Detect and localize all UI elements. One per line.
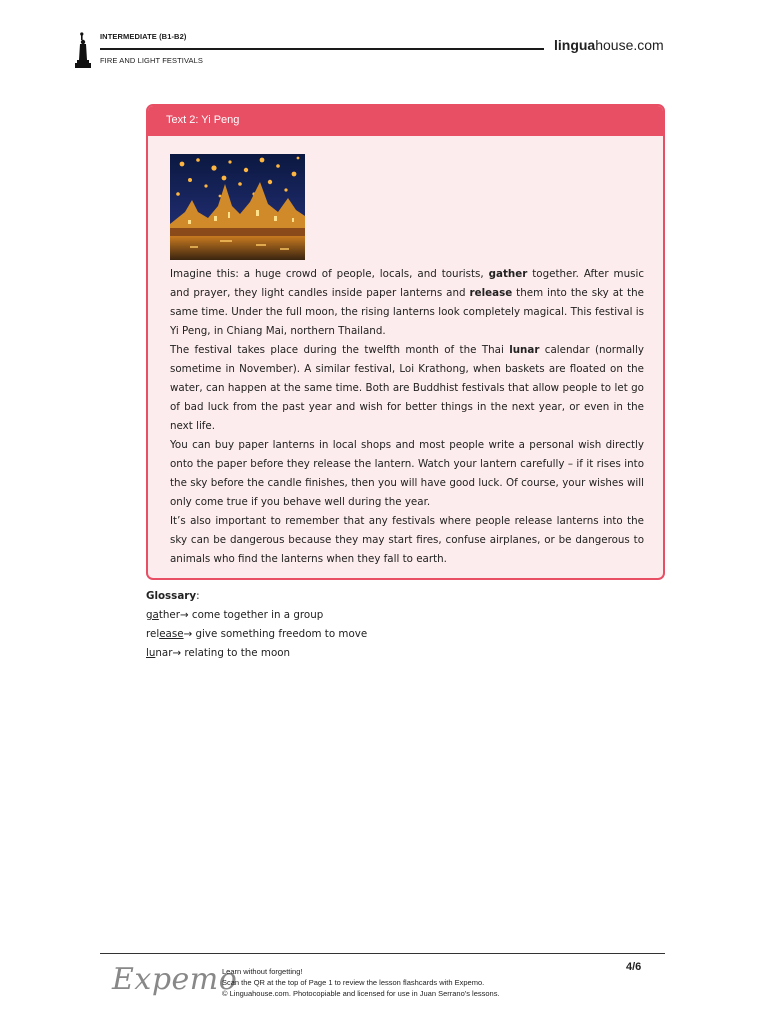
brand-logo[interactable]: linguahouse.com: [554, 37, 664, 53]
lanterns-temple-photo: [170, 154, 305, 260]
vocab-lunar: lunar: [509, 344, 540, 356]
reading-text: [170, 265, 644, 569]
paragraph-2: The festival takes place during the twelfth month of the Thai lunar calendar (normally sometime in November). A similar festival, Loi Krathong, when baskets are floated on the water, can happen at the same time. Both are Buddhist festivals that allow people to let go of bad luck from the past year and wish for better things in the next year, or even in the next life.: [170, 344, 644, 432]
expemo-logo[interactable]: Expemo: [112, 962, 238, 997]
footer-text: [222, 966, 500, 999]
footer-copyright: © Linguahouse.com. Photocopiable and licensed for use in Juan Serrano's lessons.: [222, 989, 500, 998]
footer-qr-note: Scan the QR at the top of Page 1 to review the lesson flashcards with Expemo.: [222, 978, 485, 987]
arrow-icon: →: [180, 609, 189, 621]
paragraph-4: It’s also important to remember that any festivals where people release lanterns into the sky can be dangerous because they may start fires, confuse airplanes, or be dangerous to animals who find the lanterns when they fall to earth.: [170, 515, 644, 565]
glossary-item-lunar: lunar→ relating to the moon: [146, 647, 291, 659]
statue-of-liberty-icon: [72, 32, 92, 68]
glossary-item-gather: gather→ come together in a group: [146, 609, 324, 621]
arrow-icon: →: [183, 628, 193, 640]
footer-rule: [100, 953, 665, 954]
footer-tagline: Learn without forgetting!: [222, 967, 303, 976]
course-level: INTERMEDIATE (B1-B2): [100, 32, 187, 41]
vocab-release: release: [469, 287, 513, 299]
glossary-item-release: release→ give something freedom to move: [146, 628, 368, 640]
lesson-topic: FIRE AND LIGHT FESTIVALS: [100, 56, 203, 65]
glossary: [146, 587, 367, 663]
page-number: 4/6: [626, 961, 642, 973]
vocab-gather: gather: [488, 268, 528, 280]
arrow-icon: →: [172, 647, 182, 659]
page-header: [72, 28, 676, 72]
text-box-title: Text 2: Yi Peng: [148, 106, 663, 136]
glossary-title: Glossary:: [146, 590, 200, 602]
paragraph-1: Imagine this: a huge crowd of people, locals, and tourists, gather together. After music and prayer, they light candles inside paper lanterns and release them into the sky at the same time. Under the full moon, the rising lanterns look completely magical. This festival is Yi Peng, in Chiang Mai, northern Thailand.: [170, 268, 644, 337]
header-rule: [100, 48, 544, 50]
reading-text-box: [146, 104, 665, 580]
paragraph-3: You can buy paper lanterns in local shops and most people write a personal wish directly onto the paper before they release the lantern. Watch your lantern carefully – if it rises into the sky before the candle finishes, then you will have good luck. Of course, your wishes will only come true if you behave well during the year.: [170, 439, 644, 508]
